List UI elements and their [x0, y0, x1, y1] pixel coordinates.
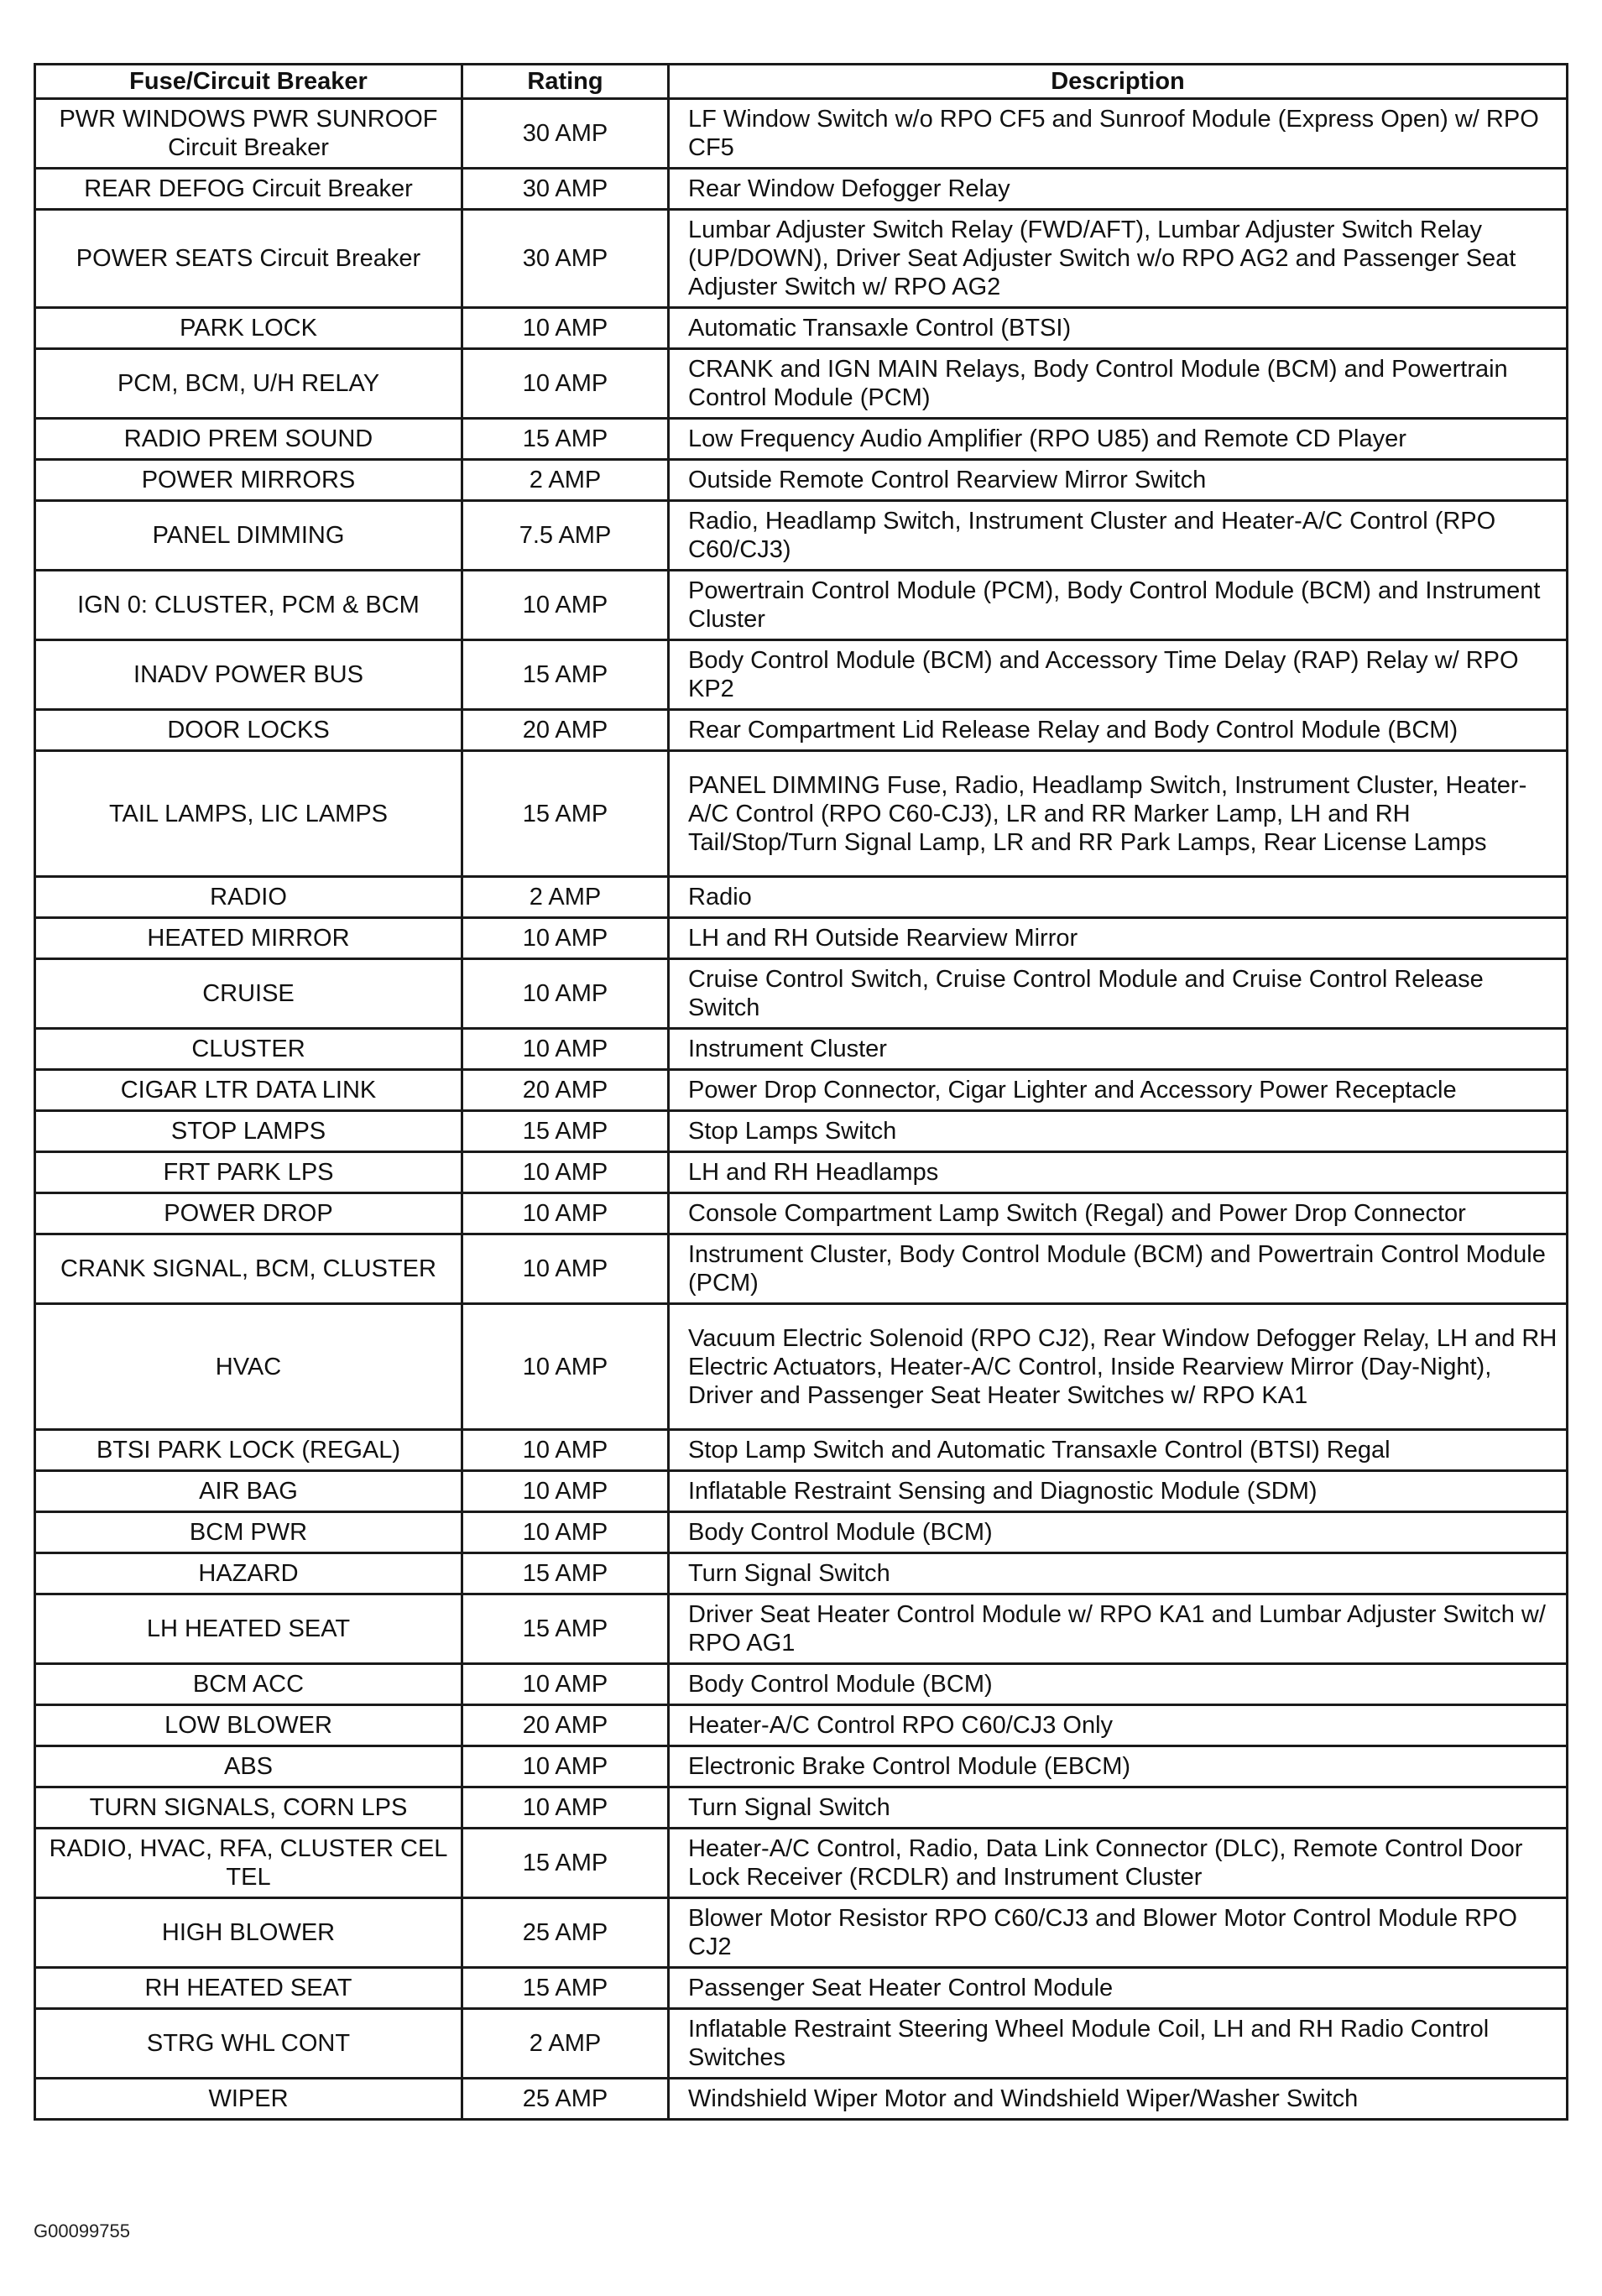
rating-cell: 30 AMP [462, 169, 669, 210]
fuse-name-cell: TAIL LAMPS, LIC LAMPS [35, 751, 462, 877]
fuse-name-cell: CIGAR LTR DATA LINK [35, 1070, 462, 1111]
description-cell: Power Drop Connector, Cigar Lighter and Accessory Power Receptacle [669, 1070, 1568, 1111]
description-cell: LH and RH Outside Rearview Mirror [669, 918, 1568, 959]
fuse-name-cell: CLUSTER [35, 1029, 462, 1070]
rating-cell: 25 AMP [462, 1898, 669, 1968]
table-row [35, 349, 1568, 419]
rating-cell: 10 AMP [462, 1471, 669, 1512]
fuse-name-cell: STRG WHL CONT [35, 2009, 462, 2079]
table-row [35, 1787, 1568, 1829]
header-fuse: Fuse/Circuit Breaker [35, 65, 462, 99]
description-cell: Radio [669, 877, 1568, 918]
table-row [35, 877, 1568, 918]
fuse-name-cell: WIPER [35, 2079, 462, 2120]
fuse-name-cell: HAZARD [35, 1553, 462, 1594]
fuse-name-cell: IGN 0: CLUSTER, PCM & BCM [35, 571, 462, 640]
rating-cell: 10 AMP [462, 1787, 669, 1829]
table-row [35, 751, 1568, 877]
rating-cell: 20 AMP [462, 710, 669, 751]
fuse-name-cell: DOOR LOCKS [35, 710, 462, 751]
header-description: Description [669, 65, 1568, 99]
fuse-name-cell: POWER DROP [35, 1193, 462, 1234]
table-row [35, 640, 1568, 710]
rating-cell: 15 AMP [462, 640, 669, 710]
fuse-name-cell: FRT PARK LPS [35, 1152, 462, 1193]
rating-cell: 10 AMP [462, 918, 669, 959]
rating-cell: 30 AMP [462, 210, 669, 308]
rating-cell: 10 AMP [462, 1746, 669, 1787]
description-cell: Stop Lamp Switch and Automatic Transaxle Control (BTSI) Regal [669, 1430, 1568, 1471]
table-body [35, 99, 1568, 2120]
fuse-name-cell: BCM PWR [35, 1512, 462, 1553]
fuse-name-cell: PCM, BCM, U/H RELAY [35, 349, 462, 419]
fuse-name-cell: PANEL DIMMING [35, 501, 462, 571]
fuse-name-cell: AIR BAG [35, 1471, 462, 1512]
rating-cell: 2 AMP [462, 460, 669, 501]
description-cell: Instrument Cluster [669, 1029, 1568, 1070]
table-row [35, 1193, 1568, 1234]
fuse-name-cell: RADIO [35, 877, 462, 918]
description-cell: Stop Lamps Switch [669, 1111, 1568, 1152]
fuse-name-cell: PARK LOCK [35, 308, 462, 349]
rating-cell: 15 AMP [462, 1553, 669, 1594]
fuse-name-cell: LOW BLOWER [35, 1705, 462, 1746]
rating-cell: 10 AMP [462, 1664, 669, 1705]
table-row [35, 710, 1568, 751]
description-cell: LF Window Switch w/o RPO CF5 and Sunroof Module (Express Open) w/ RPO CF5 [669, 99, 1568, 169]
description-cell: Cruise Control Switch, Cruise Control Module and Cruise Control Release Switch [669, 959, 1568, 1029]
fuse-name-cell: REAR DEFOG Circuit Breaker [35, 169, 462, 210]
rating-cell: 10 AMP [462, 1512, 669, 1553]
description-cell: Driver Seat Heater Control Module w/ RPO KA1 and Lumbar Adjuster Switch w/ RPO AG1 [669, 1594, 1568, 1664]
table-row [35, 1029, 1568, 1070]
description-cell: Turn Signal Switch [669, 1553, 1568, 1594]
rating-cell: 2 AMP [462, 877, 669, 918]
description-cell: Powertrain Control Module (PCM), Body Control Module (BCM) and Instrument Cluster [669, 571, 1568, 640]
table-row [35, 571, 1568, 640]
description-cell: Inflatable Restraint Sensing and Diagnostic Module (SDM) [669, 1471, 1568, 1512]
fuse-name-cell: CRUISE [35, 959, 462, 1029]
fuse-name-cell: LH HEATED SEAT [35, 1594, 462, 1664]
fuse-name-cell: INADV POWER BUS [35, 640, 462, 710]
rating-cell: 15 AMP [462, 751, 669, 877]
description-cell: Rear Compartment Lid Release Relay and Body Control Module (BCM) [669, 710, 1568, 751]
description-cell: Instrument Cluster, Body Control Module (BCM) and Powertrain Control Module (PCM) [669, 1234, 1568, 1304]
description-cell: Low Frequency Audio Amplifier (RPO U85) and Remote CD Player [669, 419, 1568, 460]
description-cell: Vacuum Electric Solenoid (RPO CJ2), Rear Window Defogger Relay, LH and RH Electric Actuators, Heater-A/C Control, Inside Rearview Mirror (Day-Night), Driver and Passenger Seat Heater Switches w/ RPO KA1 [669, 1304, 1568, 1430]
table-row [35, 419, 1568, 460]
header-row [35, 65, 1568, 99]
fuse-name-cell: RH HEATED SEAT [35, 1968, 462, 2009]
table-row [35, 1234, 1568, 1304]
rating-cell: 10 AMP [462, 1193, 669, 1234]
description-cell: Console Compartment Lamp Switch (Regal) and Power Drop Connector [669, 1193, 1568, 1234]
description-cell: Body Control Module (BCM) and Accessory Time Delay (RAP) Relay w/ RPO KP2 [669, 640, 1568, 710]
table-row [35, 1898, 1568, 1968]
description-cell: Lumbar Adjuster Switch Relay (FWD/AFT), Lumbar Adjuster Switch Relay (UP/DOWN), Driver Seat Adjuster Switch w/o RPO AG2 and Passenger Seat Adjuster Switch w/ RPO AG2 [669, 210, 1568, 308]
table-row [35, 1829, 1568, 1898]
table-row [35, 2009, 1568, 2079]
rating-cell: 15 AMP [462, 419, 669, 460]
table-row [35, 1553, 1568, 1594]
description-cell: Outside Remote Control Rearview Mirror Switch [669, 460, 1568, 501]
rating-cell: 20 AMP [462, 1070, 669, 1111]
description-cell: Blower Motor Resistor RPO C60/CJ3 and Blower Motor Control Module RPO CJ2 [669, 1898, 1568, 1968]
rating-cell: 2 AMP [462, 2009, 669, 2079]
table-row [35, 1430, 1568, 1471]
table-row [35, 99, 1568, 169]
description-cell: Rear Window Defogger Relay [669, 169, 1568, 210]
description-cell: Body Control Module (BCM) [669, 1512, 1568, 1553]
description-cell: Turn Signal Switch [669, 1787, 1568, 1829]
fuse-name-cell: BTSI PARK LOCK (REGAL) [35, 1430, 462, 1471]
rating-cell: 10 AMP [462, 1304, 669, 1430]
rating-cell: 15 AMP [462, 1111, 669, 1152]
fuse-name-cell: HVAC [35, 1304, 462, 1430]
fuse-name-cell: HIGH BLOWER [35, 1898, 462, 1968]
rating-cell: 30 AMP [462, 99, 669, 169]
rating-cell: 10 AMP [462, 349, 669, 419]
table-row [35, 1111, 1568, 1152]
figure-id: G00099755 [34, 2220, 130, 2241]
table-row [35, 1070, 1568, 1111]
header-rating: Rating [462, 65, 669, 99]
fuse-name-cell: TURN SIGNALS, CORN LPS [35, 1787, 462, 1829]
fuse-name-cell: PWR WINDOWS PWR SUNROOF Circuit Breaker [35, 99, 462, 169]
table-row [35, 210, 1568, 308]
table-row [35, 2079, 1568, 2120]
rating-cell: 15 AMP [462, 1968, 669, 2009]
table-row [35, 1664, 1568, 1705]
fuse-name-cell: HEATED MIRROR [35, 918, 462, 959]
rating-cell: 10 AMP [462, 308, 669, 349]
table-row [35, 1705, 1568, 1746]
fuse-name-cell: RADIO PREM SOUND [35, 419, 462, 460]
table-row [35, 959, 1568, 1029]
rating-cell: 10 AMP [462, 1430, 669, 1471]
description-cell: Heater-A/C Control RPO C60/CJ3 Only [669, 1705, 1568, 1746]
fuse-name-cell: BCM ACC [35, 1664, 462, 1705]
rating-cell: 10 AMP [462, 959, 669, 1029]
description-cell: LH and RH Headlamps [669, 1152, 1568, 1193]
table-row [35, 918, 1568, 959]
table-row [35, 308, 1568, 349]
table-row [35, 169, 1568, 210]
description-cell: Radio, Headlamp Switch, Instrument Cluster and Heater-A/C Control (RPO C60/CJ3) [669, 501, 1568, 571]
table-row [35, 501, 1568, 571]
description-cell: Heater-A/C Control, Radio, Data Link Connector (DLC), Remote Control Door Lock Receiver (RCDLR) and Instrument Cluster [669, 1829, 1568, 1898]
description-cell: Inflatable Restraint Steering Wheel Module Coil, LH and RH Radio Control Switches [669, 2009, 1568, 2079]
description-cell: Automatic Transaxle Control (BTSI) [669, 308, 1568, 349]
table-row [35, 1471, 1568, 1512]
rating-cell: 15 AMP [462, 1594, 669, 1664]
rating-cell: 20 AMP [462, 1705, 669, 1746]
fuse-name-cell: RADIO, HVAC, RFA, CLUSTER CEL TEL [35, 1829, 462, 1898]
fuse-name-cell: CRANK SIGNAL, BCM, CLUSTER [35, 1234, 462, 1304]
description-cell: Electronic Brake Control Module (EBCM) [669, 1746, 1568, 1787]
description-cell: Windshield Wiper Motor and Windshield Wiper/Washer Switch [669, 2079, 1568, 2120]
description-cell: CRANK and IGN MAIN Relays, Body Control Module (BCM) and Powertrain Control Module (PCM) [669, 349, 1568, 419]
description-cell: PANEL DIMMING Fuse, Radio, Headlamp Switch, Instrument Cluster, Heater-A/C Control (RPO C60-CJ3), LR and RR Marker Lamp, LH and RH Tail/Stop/Turn Signal Lamp, LR and RR Park Lamps, Rear License Lamps [669, 751, 1568, 877]
fuse-name-cell: ABS [35, 1746, 462, 1787]
table-row [35, 1512, 1568, 1553]
rating-cell: 10 AMP [462, 1152, 669, 1193]
table-row [35, 1968, 1568, 2009]
description-cell: Passenger Seat Heater Control Module [669, 1968, 1568, 2009]
fuse-name-cell: POWER MIRRORS [35, 460, 462, 501]
table-header [35, 65, 1568, 99]
rating-cell: 25 AMP [462, 2079, 669, 2120]
description-cell: Body Control Module (BCM) [669, 1664, 1568, 1705]
fuse-name-cell: STOP LAMPS [35, 1111, 462, 1152]
table-row [35, 1746, 1568, 1787]
fuse-table [34, 63, 1568, 2121]
fuse-name-cell: POWER SEATS Circuit Breaker [35, 210, 462, 308]
rating-cell: 10 AMP [462, 571, 669, 640]
rating-cell: 7.5 AMP [462, 501, 669, 571]
rating-cell: 10 AMP [462, 1234, 669, 1304]
table-row [35, 460, 1568, 501]
rating-cell: 10 AMP [462, 1029, 669, 1070]
rating-cell: 15 AMP [462, 1829, 669, 1898]
table-row [35, 1594, 1568, 1664]
table-row [35, 1152, 1568, 1193]
table-row [35, 1304, 1568, 1430]
